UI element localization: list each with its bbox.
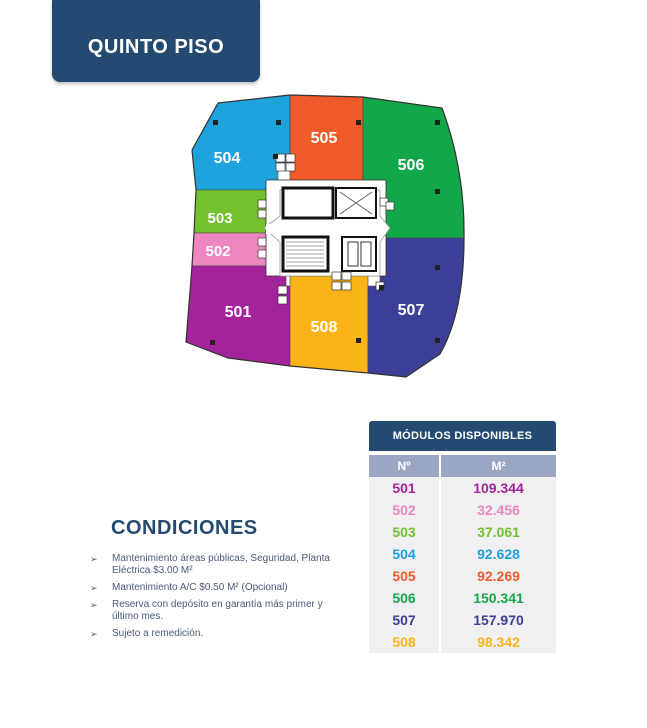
floor-title-banner: [52, 0, 260, 82]
available-modules-table: [369, 421, 556, 653]
col-area-header: M²: [441, 455, 556, 477]
conditions-heading: CONDICIONES: [111, 517, 258, 539]
unit-label-504: 504: [213, 150, 241, 167]
unit-label-503: 503: [207, 210, 233, 227]
unit-label-507: 507: [397, 302, 425, 319]
floor-plan: [180, 90, 472, 382]
arrow-bullet-icon: ➢: [90, 629, 98, 639]
module-number: 507: [369, 609, 439, 631]
module-row: [369, 477, 556, 499]
arrow-bullet-icon: ➢: [90, 583, 98, 593]
module-number: 508: [369, 631, 439, 653]
condition-text: Mantenimiento áreas públicas, Seguridad, Planta Eléctrica $3.00 M²: [112, 553, 330, 576]
modules-header-row: [369, 455, 556, 477]
condition-item: [90, 553, 330, 577]
module-row: [369, 543, 556, 565]
module-area: 37.061: [441, 521, 556, 543]
module-area: 157.970: [441, 609, 556, 631]
module-area: 109.344: [441, 477, 556, 499]
central-core: [264, 180, 390, 276]
arrow-bullet-icon: ➢: [90, 554, 98, 564]
module-row: [369, 587, 556, 609]
arrow-bullet-icon: ➢: [90, 600, 98, 610]
conditions-list: [90, 553, 330, 645]
col-number-header: Nº: [369, 455, 439, 477]
module-row: [369, 565, 556, 587]
module-number: 504: [369, 543, 439, 565]
condition-item: [90, 599, 330, 623]
module-number: 502: [369, 499, 439, 521]
module-row: [369, 631, 556, 653]
module-row: [369, 499, 556, 521]
condition-text: Sujeto a remedición.: [112, 628, 204, 639]
module-number: 506: [369, 587, 439, 609]
condition-item: [90, 628, 330, 640]
condition-text: Reserva con depósito en garantía más primer y último mes.: [112, 599, 323, 622]
module-area: 92.628: [441, 543, 556, 565]
floor-title: QUINTO PISO: [87, 36, 225, 58]
module-area: 92.269: [441, 565, 556, 587]
module-row: [369, 609, 556, 631]
module-number: 503: [369, 521, 439, 543]
unit-label-502: 502: [205, 243, 231, 260]
modules-heading: MÓDULOS DISPONIBLES: [369, 421, 556, 451]
unit-label-506: 506: [397, 157, 425, 174]
module-area: 150.341: [441, 587, 556, 609]
unit-label-501: 501: [224, 304, 252, 321]
module-number: 501: [369, 477, 439, 499]
condition-item: [90, 582, 330, 594]
unit-label-505: 505: [310, 130, 338, 147]
condition-text: Mantenimiento A/C $0.50 M² (Opcional): [112, 582, 288, 593]
module-area: 98.342: [441, 631, 556, 653]
module-number: 505: [369, 565, 439, 587]
module-row: [369, 521, 556, 543]
module-area: 32.456: [441, 499, 556, 521]
unit-label-508: 508: [310, 319, 338, 336]
unit-504[interactable]: [192, 95, 290, 190]
